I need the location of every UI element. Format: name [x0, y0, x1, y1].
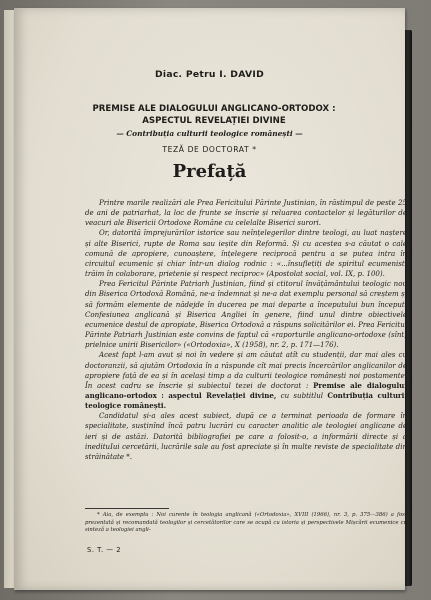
paragraph-4: [85, 350, 407, 411]
thesis-title-emphasis: Premise ale dialogului anglicano-ortodox : aspectul Revelației divine,: [85, 380, 407, 400]
printer-signature: S. T. — 2: [87, 546, 122, 554]
footnote: * Aia, de exemplu : Noi curente în teologia anglicană («Ortodoxia», XVIII (1966), nr. 3, p. 375—386) a fost prezentată și recomandată teologilor și cercetătorilor care se ocupă cu istoria și perspectivele Mișcării ecumenice cu sinteză a teologiei angli-: [85, 512, 407, 534]
section-heading: Prefață: [172, 161, 247, 182]
footnote-divider: [85, 508, 169, 509]
thesis-label: TEZĂ DE DOCTORAT: [162, 145, 250, 154]
body-text: [85, 198, 407, 462]
author-name: Diac. Petru I. DAVID: [154, 69, 265, 80]
thesis-title-line-2: ASPECTUL REVELAȚIEI DIVINE: [142, 115, 286, 126]
paragraph-4-part-1: Acest fapt l-am avut și noi în vedere și am căutat atît cu studenții, dar mai ales cu doctoranzii, să ajutăm Ortodoxia în a răspunde cît mai precis încercărilor anglicanilor de apropiere față de ea și în același timp a da culturii teologice românești noi postamente. În acest cadru se înscrie și subiectul tezei de doctorat :: [85, 350, 407, 390]
subtitle-emphasis: Contribuția culturii teologice românești.: [85, 390, 408, 411]
paragraph-4-part-2: cu subtitlul: [276, 390, 328, 400]
thesis-subtitle: — Contribuția culturii teologice românești —: [116, 129, 303, 138]
thesis-label-row: [14, 145, 405, 154]
thesis-title-line-1: PREMISE ALE DIALOGULUI ANGLICANO-ORTODOX :: [92, 104, 336, 114]
paragraph-2: Or, datorită împrejurărilor istorice sau neînțelegerilor dintre teologi, au luat naștere și alte Biserici, rupte de Roma sau ieșite din Reformă. Și cu acestea s-a căutat o cale comună de apropiere, cunoaștere, înțelegere reciprocă pentru a se putea intra în circuitul ecumenic și chiar într-un dialog rodnic : «...însuflețiți de spiritul ecumenist, trăim în colaborare, prietenie și respect reciproc» (Apostolat social, vol. IX, p. 100).: [85, 228, 407, 279]
book-page: [14, 8, 408, 590]
paragraph-5: Candidatul și-a ales acest subiect, după ce a terminat perioada de formare în specialitate, susținînd încă patru lucrări cu caracter analitic ale teologiei anglicane de ieri și de astăzi. Datorită bibliografiei pe care a folosit-o, a informării directe și a inedituIui cercetării, lucrările sale au fost apreciate și în multe reviste de specialitate din străinătate *.: [85, 411, 407, 461]
thesis-title: [34, 104, 394, 127]
paragraph-3: Prea Fericitul Părinte Patriarh Justinian, fiind și ctitorul învățământului teologic nou din Biserica Ortodoxă Română, ne-a îndemnat și ne-a dat exemplu personal să creștem și să formăm elemente de nădejde în ducerea pe mai departe a începutului bun început. Confesiunea anglicană și Biserica Angliei în genere, fiind unul dintre obiectivele ecumenice destul de apropiate, Biserica Ortodoxă a răspuns solicitărilor ei. Prea Fericitul Părinte Patriarh Justinian este convins de faptul că «raporturile anglicano-ortodoxe (sînt) prielnice unirii Bisericilor» («Ortodoxia», X (1958), nr. 2, p. 171—176).: [85, 279, 407, 350]
footnote-marker: *: [252, 145, 257, 154]
paragraph-1: Printre marile realizări ale Prea Fericitului Părinte Justinian, în răstimpul de peste 25 de ani de patriarhat, la loc de frunte se înscrie și reluarea contactelor și legăturilor de veacuri ale Bisericii Ortodoxe Române cu celelalte Biserici surori.: [85, 198, 407, 228]
